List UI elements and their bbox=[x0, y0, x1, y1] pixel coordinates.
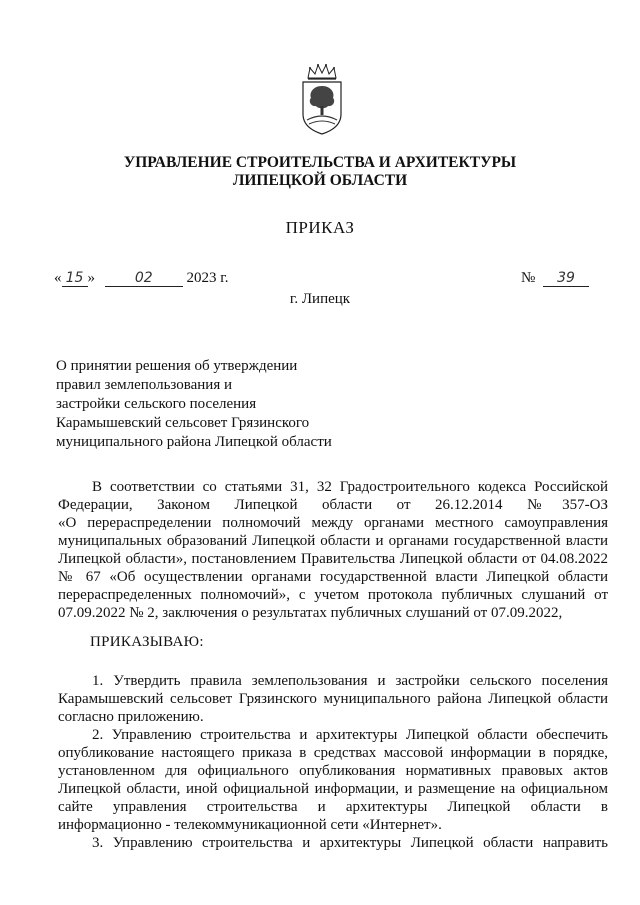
date-year: 2023 г. bbox=[186, 270, 229, 286]
preamble-paragraph bbox=[58, 478, 608, 622]
subject-line: О принятии решения об утверждении bbox=[56, 358, 298, 374]
order-keyword: ПРИКАЗЫВАЮ: bbox=[90, 634, 204, 650]
coat-of-arms-icon bbox=[300, 62, 344, 136]
subject-line: Карамышевский сельсовет Грязинского bbox=[56, 415, 310, 431]
item-line: 1. Утвердить правила землепользования и застройки сельского поселения bbox=[92, 673, 608, 689]
item-line: информационно - телекоммуникационной сети «Интернет». bbox=[58, 817, 442, 833]
date-line bbox=[54, 270, 228, 287]
date-day: 15 bbox=[62, 271, 88, 287]
preamble-line: «О перераспределении полномочий между органами местного самоуправления bbox=[58, 515, 608, 531]
preamble-line: Федерации, Законом Липецкой области от 26.12.2014 №357-ОЗ bbox=[58, 497, 608, 513]
item-line: согласно приложению. bbox=[58, 709, 204, 725]
number-line bbox=[521, 270, 589, 287]
preamble-line: № 67 «Об осуществлении органами государственной власти Липецкой области bbox=[58, 569, 608, 585]
item-line: опубликование настоящего приказа в средствах массовой информации в порядке, bbox=[58, 745, 608, 761]
item-line: Карамышевский сельсовет Грязинского муниципального района Липецкой области bbox=[58, 691, 608, 707]
date-month: 02 bbox=[105, 271, 183, 287]
item-line: сайте управления строительства и архитектуры Липецкой области в bbox=[58, 799, 608, 815]
subject-line: застройки сельского поселения bbox=[56, 396, 257, 412]
order-item-1 bbox=[58, 672, 608, 726]
preamble-line: В соответствии со статьями 31, 32 Градостроительного кодекса Российской bbox=[92, 479, 608, 495]
item-line: 3. Управлению строительства и архитектуры Липецкой области направить bbox=[92, 835, 608, 851]
order-item-3 bbox=[58, 834, 608, 852]
document-subject bbox=[56, 357, 332, 452]
organization-name bbox=[0, 154, 640, 190]
date-open-quote: « bbox=[54, 270, 62, 286]
item-line: Липецкой области, иной официальной информации, и размещение на официальном bbox=[58, 781, 608, 797]
preamble-line: 07.09.2022 № 2, заключения о результатах публичных слушаний от 07.09.2022, bbox=[58, 605, 563, 621]
order-item-2 bbox=[58, 726, 608, 834]
org-line-2: ЛИПЕЦКОЙ ОБЛАСТИ bbox=[232, 172, 408, 189]
subject-line: муниципального района Липецкой области bbox=[56, 434, 332, 450]
preamble-line: муниципальных образований Липецкой области и органами государственной власти bbox=[58, 533, 608, 549]
city: г. Липецк bbox=[289, 291, 351, 307]
preamble-line: перераспределенных полномочий», с учетом протокола публичных слушаний от bbox=[58, 587, 608, 603]
document-type: ПРИКАЗ bbox=[285, 218, 355, 237]
preamble-line: Липецкой области», постановлением Правительства Липецкой области от 04.08.2022 bbox=[58, 551, 608, 567]
number-value: 39 bbox=[543, 271, 589, 287]
org-line-1: УПРАВЛЕНИЕ СТРОИТЕЛЬСТВА И АРХИТЕКТУРЫ bbox=[123, 154, 517, 171]
item-line: 2. Управлению строительства и архитектуры Липецкой области обеспечить bbox=[92, 727, 608, 743]
subject-line: правил землепользования и bbox=[56, 377, 233, 393]
date-close-quote: » bbox=[87, 270, 95, 286]
item-line: установленном для официального опубликования нормативных правовых актов bbox=[58, 763, 608, 779]
number-label: № bbox=[521, 270, 536, 286]
